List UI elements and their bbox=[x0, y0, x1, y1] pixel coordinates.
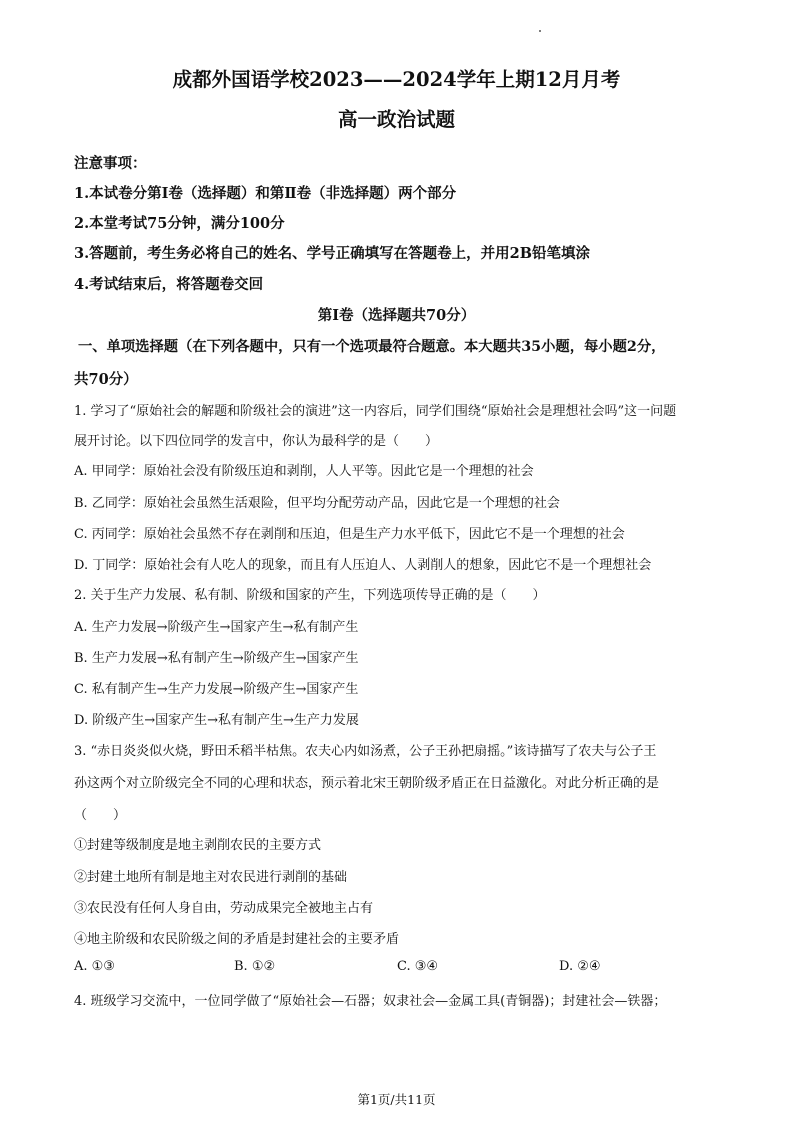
scan-dot bbox=[539, 30, 541, 32]
q3-option-b: B. ①② bbox=[234, 959, 276, 974]
notice-item-2: 2.本堂考试75分钟，满分100分 bbox=[74, 215, 285, 232]
notice-item-4: 4.考试结束后，将答题卷交回 bbox=[74, 276, 264, 293]
q2-option-c: C. 私有制产生→生产力发展→阶级产生→国家产生 bbox=[74, 682, 359, 697]
q3-statement-2: ②封建土地所有制是地主对农民进行剥削的基础 bbox=[74, 870, 348, 885]
q1-option-d: D. 丁同学：原始社会有人吃人的现象，而且有人压迫人、人剥削人的想象，因此它不是一个理想社会 bbox=[74, 558, 652, 573]
notice-item-1: 1.本试卷分第Ⅰ卷（选择题）和第Ⅱ卷（非选择题）两个部分 bbox=[74, 185, 457, 202]
q2-option-d: D. 阶级产生→国家产生→私有制产生→生产力发展 bbox=[74, 713, 359, 728]
q3-statement-4: ④地主阶级和农民阶级之间的矛盾是封建社会的主要矛盾 bbox=[74, 932, 400, 947]
section-instruction-line2: 共70分） bbox=[74, 371, 138, 388]
exam-subtitle: 高一政治试题 bbox=[337, 108, 455, 131]
q4-stem-line1: 4. 班级学习交流中，一位同学做了“原始社会—石器；奴隶社会—金属工具(青铜器)；封建社会—铁器； bbox=[74, 994, 667, 1009]
q1-stem-line1: 1. 学习了“原始社会的解题和阶级社会的演进”这一内容后，同学们围绕“原始社会是理想社会吗”这一问题 bbox=[74, 404, 677, 419]
q3-option-d: D. ②④ bbox=[559, 959, 601, 974]
q3-stem-line1: 3. “赤日炎炎似火烧，野田禾稻半枯焦。农夫心内如汤煮，公子王孙把扇摇。”该诗描写了农夫与公子王 bbox=[74, 744, 657, 759]
q3-statement-1: ①封建等级制度是地主剥削农民的主要方式 bbox=[74, 838, 322, 853]
q3-stem-line2: 孙这两个对立阶级完全不同的心理和状态，预示着北宋王朝阶级矛盾正在日益激化。对此分析正确的是 bbox=[74, 776, 660, 791]
q1-option-b: B. 乙同学：原始社会虽然生活艰险，但平均分配劳动产品，因此它是一个理想的社会 bbox=[74, 496, 560, 511]
q2-option-b: B. 生产力发展→私有制产生→阶级产生→国家产生 bbox=[74, 651, 359, 666]
q3-option-a: A. ①③ bbox=[74, 959, 115, 974]
notice-heading: 注意事项： bbox=[74, 155, 147, 172]
q3-stem-line3: （ ） bbox=[74, 808, 127, 823]
q2-option-a: A. 生产力发展→阶级产生→国家产生→私有制产生 bbox=[74, 620, 359, 635]
q3-statement-3: ③农民没有任何人身自由，劳动成果完全被地主占有 bbox=[74, 901, 374, 916]
exam-title: 成都外国语学校2023——2024学年上期12月月考 bbox=[172, 68, 621, 91]
q3-option-c: C. ③④ bbox=[397, 959, 439, 974]
q1-stem-line2: 展开讨论。以下四位同学的发言中，你认为最科学的是（ ） bbox=[74, 434, 439, 449]
q2-stem: 2. 关于生产力发展、私有制、阶级和国家的产生，下列选项传导正确的是（ ） bbox=[74, 588, 546, 603]
section-title: 第Ⅰ卷（选择题共70分） bbox=[317, 307, 476, 324]
q1-option-c: C. 丙同学：原始社会虽然不存在剥削和压迫，但是生产力水平低下，因此它不是一个理想的社会 bbox=[74, 527, 625, 542]
section-instruction-line1: 一、单项选择题（在下列各题中，只有一个选项最符合题意。本大题共35小题，每小题2分， bbox=[78, 339, 666, 355]
page-footer: 第1页/共11页 bbox=[357, 1092, 436, 1107]
notice-item-3: 3.答题前，考生务必将自己的姓名、学号正确填写在答题卷上，并用2B铅笔填涂 bbox=[74, 245, 590, 262]
q1-option-a: A. 甲同学：原始社会没有阶级压迫和剥削，人人平等。因此它是一个理想的社会 bbox=[74, 464, 534, 479]
